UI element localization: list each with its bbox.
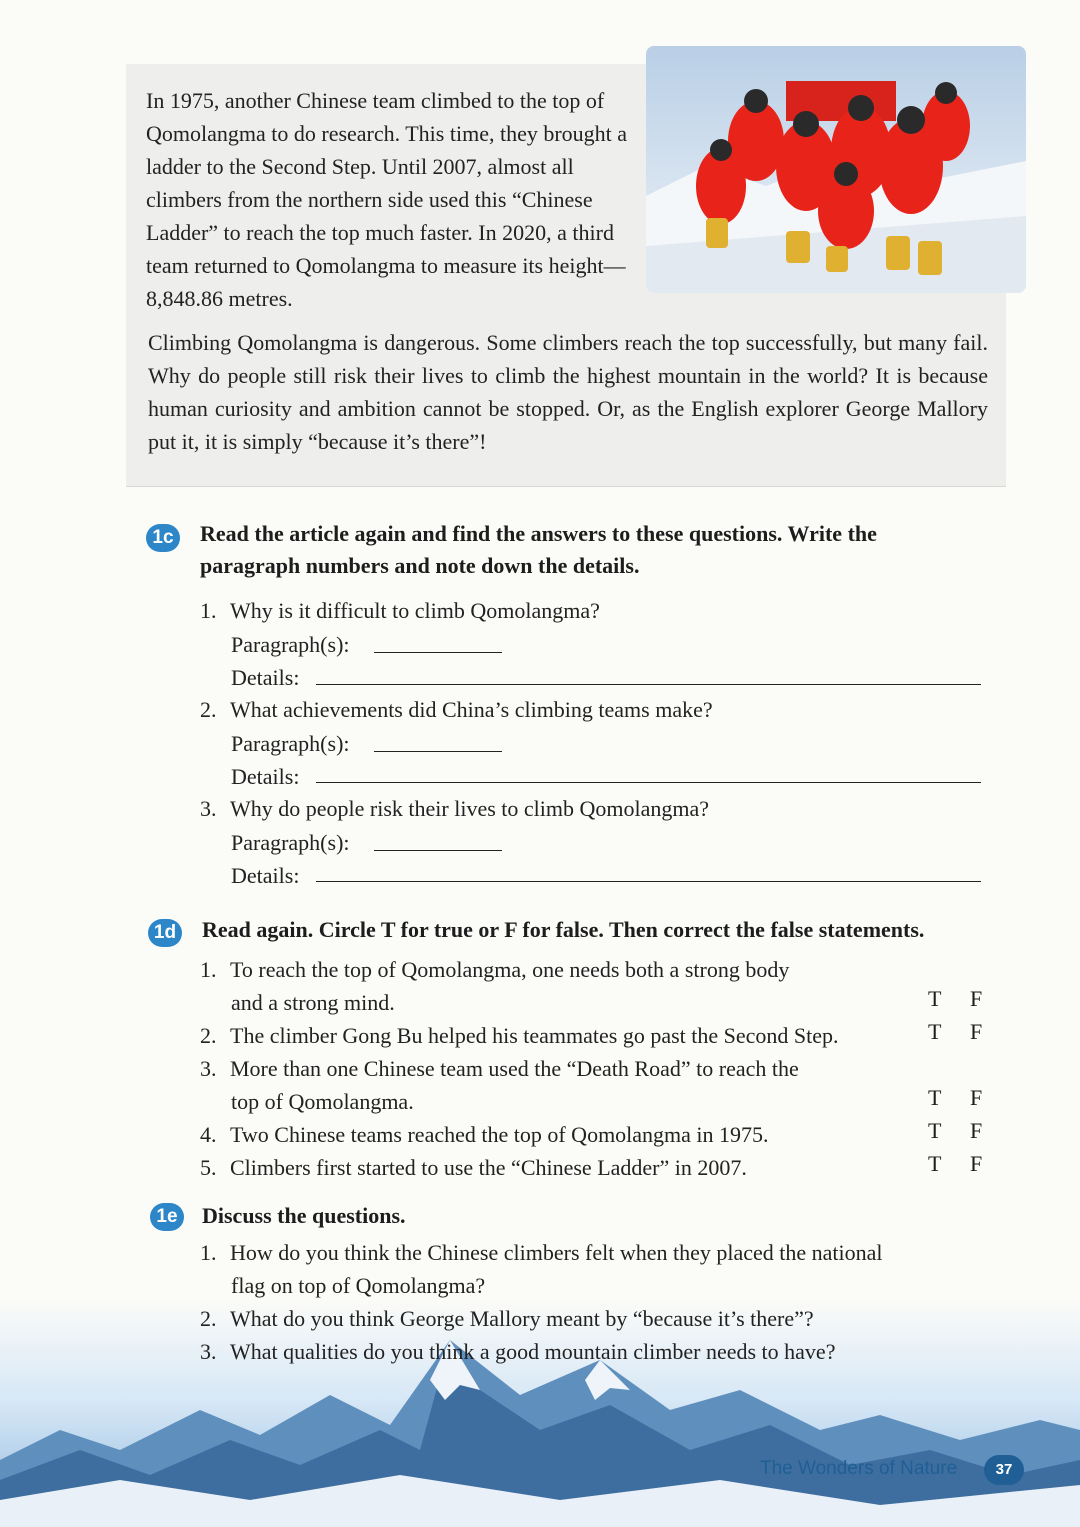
details-label: Details:: [231, 863, 300, 888]
paragraph-answer-blank[interactable]: [374, 652, 502, 653]
false-option[interactable]: F: [970, 1151, 983, 1176]
details-answer-blank[interactable]: [316, 684, 981, 685]
instruction-1e: Discuss the questions.: [202, 1203, 406, 1228]
false-option[interactable]: F: [970, 1085, 983, 1110]
reading-paragraph-b: Climbing Qomolangma is dangerous. Some climbers reach the top successfully, but many fail. Why do people still risk their lives to climb the highest mountain in the world? It is because human curiosity and ambition cannot be stopped. Or, as the English explorer George Mallory put it, it is simply “because it’s there”!: [148, 330, 988, 454]
question-1e-1: 1. How do you think the Chinese climbers felt when they placed the national: [200, 1240, 883, 1265]
paragraph-answer-blank[interactable]: [374, 751, 502, 752]
instruction-1d: Read again. Circle T for true or F for false. Then correct the false statements.: [202, 917, 925, 942]
question-1e-2: 2. What do you think George Mallory meant by “because it’s there”?: [200, 1306, 814, 1331]
true-option[interactable]: T: [928, 1019, 942, 1044]
true-option[interactable]: T: [928, 1151, 942, 1176]
true-option[interactable]: T: [928, 1118, 942, 1143]
details-answer-blank[interactable]: [316, 881, 981, 882]
unit-title-footer: The Wonders of Nature: [760, 1458, 958, 1479]
statement-1d-1: 1. To reach the top of Qomolangma, one needs both a strong body: [200, 957, 790, 982]
statement-1d-1-cont: and a strong mind.: [231, 990, 395, 1015]
false-option[interactable]: F: [970, 1019, 983, 1044]
paragraph-label: Paragraph(s):: [231, 830, 350, 855]
true-option[interactable]: T: [928, 1085, 942, 1110]
page-number: 37: [984, 1455, 1024, 1485]
paragraph-label: Paragraph(s):: [231, 632, 350, 657]
statement-1d-3-cont: top of Qomolangma.: [231, 1089, 414, 1114]
statement-1d-4: 4. Two Chinese teams reached the top of Qomolangma in 1975.: [200, 1122, 769, 1147]
reading-paragraph-a: In 1975, another Chinese team climbed to the top of Qomolangma to do research. This time, they brought a ladder to the Second Step. Until 2007, almost all climbers from the northern side used this “Chinese Ladder” to reach the top much faster. In 2020, a third team returned to Qomolangma to measure its height—8,848.86 metres.: [146, 88, 628, 311]
climbers-photo: [646, 46, 1026, 293]
false-option[interactable]: F: [970, 1118, 983, 1143]
paragraph-answer-blank[interactable]: [374, 850, 502, 851]
question-1c-1: 1. Why is it difficult to climb Qomolangma?: [200, 598, 600, 623]
paragraph-label: Paragraph(s):: [231, 731, 350, 756]
section-badge-1e: 1e: [150, 1203, 184, 1231]
question-1e-3: 3. What qualities do you think a good mountain climber needs to have?: [200, 1339, 836, 1364]
question-1c-3: 3. Why do people risk their lives to climb Qomolangma?: [200, 796, 710, 821]
section-badge-1c: 1c: [146, 524, 180, 552]
question-1c-2: 2. What achievements did China’s climbing teams make?: [200, 697, 713, 722]
false-option[interactable]: F: [970, 986, 983, 1011]
details-answer-blank[interactable]: [316, 782, 981, 783]
statement-1d-2: 2. The climber Gong Bu helped his teammates go past the Second Step.: [200, 1023, 839, 1048]
true-option[interactable]: T: [928, 986, 942, 1011]
instruction-1c: Read the article again and find the answers to these questions. Write the paragraph numbers and note down the details.: [200, 521, 877, 578]
details-label: Details:: [231, 665, 300, 690]
section-badge-1d: 1d: [148, 919, 182, 947]
statement-1d-3: 3. More than one Chinese team used the “Death Road” to reach the: [200, 1056, 799, 1081]
statement-1d-5: 5. Climbers first started to use the “Chinese Ladder” in 2007.: [200, 1155, 747, 1180]
question-1e-1-cont: flag on top of Qomolangma?: [231, 1273, 486, 1298]
details-label: Details:: [231, 764, 300, 789]
